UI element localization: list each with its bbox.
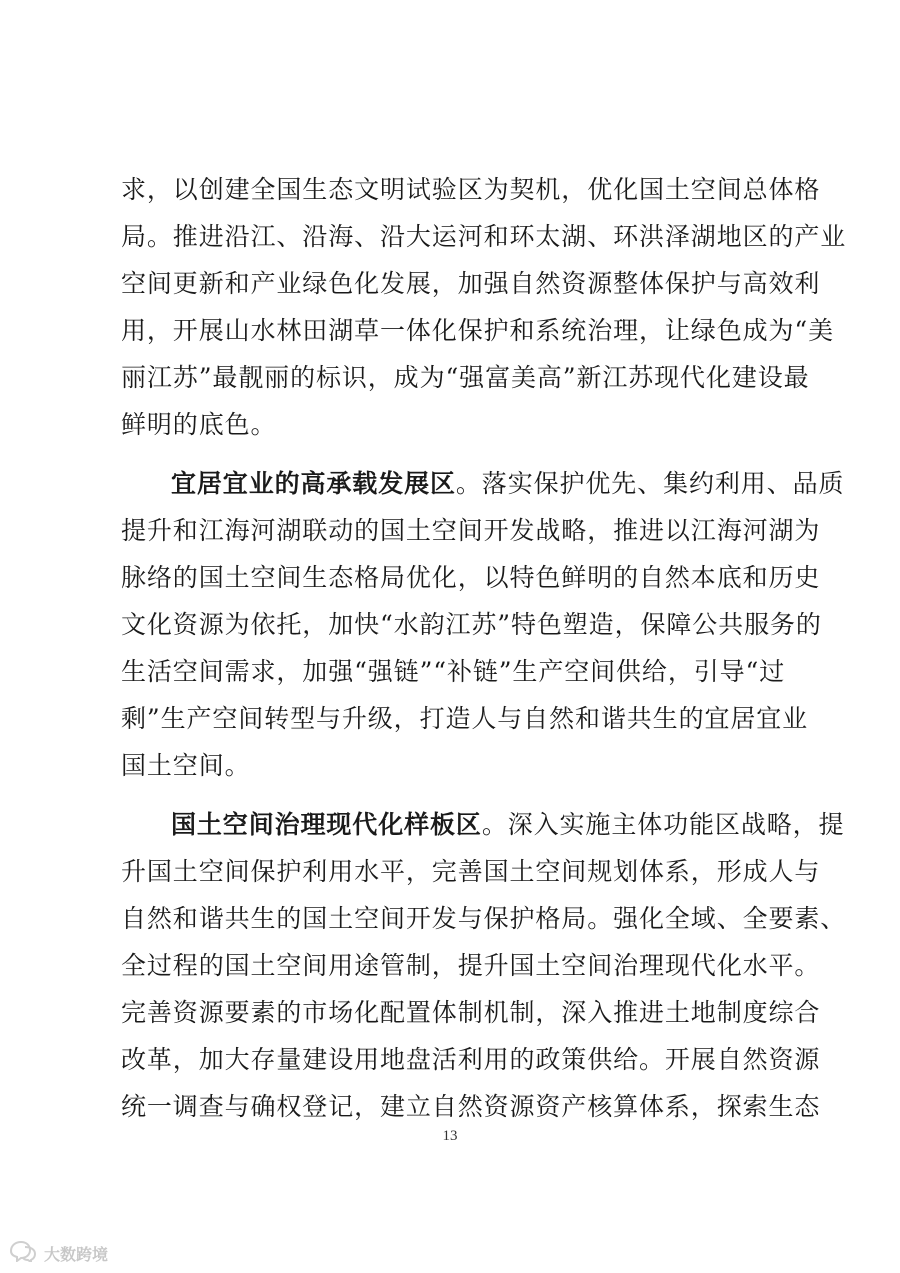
paragraph-2 <box>121 460 845 789</box>
text-line: 文化资源为依托，加快“水韵江苏”特色塑造，保障公共服务的 <box>121 610 822 639</box>
text-line: 局。推进沿江、沿海、沿大运河和环太湖、环洪泽湖地区的产业 <box>121 222 847 251</box>
paragraph-1 <box>121 166 847 448</box>
watermark-text: 大数跨境 <box>44 1244 109 1264</box>
text-line: 完善资源要素的市场化配置体制机制，深入推进土地制度综合 <box>121 998 821 1027</box>
text-run: 。落实保护优先、集约利用、品质 <box>455 469 845 498</box>
text-line: 鲜明的底色。 <box>121 410 277 439</box>
text-line: 脉络的国土空间生态格局优化，以特色鲜明的自然本底和历史 <box>121 563 821 592</box>
body-text <box>121 166 847 1130</box>
text-line: 改革，加大存量建设用地盘活利用的政策供给。开展自然资源 <box>121 1045 821 1074</box>
text-line: 用，开展山水林田湖草一体化保护和系统治理，让绿色成为“美 <box>121 316 834 345</box>
page-number: 13 <box>442 1128 458 1144</box>
watermark <box>8 1238 108 1268</box>
text-line: 丽江苏”最靓丽的标识，成为“强富美高”新江苏现代化建设最 <box>121 363 810 392</box>
paragraph-first-line <box>121 801 845 848</box>
paragraph-heading: 宜居宜业的高承载发展区 <box>171 469 456 498</box>
text-line: 空间更新和产业绿色化发展，加强自然资源整体保护与高效利 <box>121 269 821 298</box>
text-line: 统一调查与确权登记，建立自然资源资产核算体系，探索生态 <box>121 1092 821 1121</box>
paragraph-first-line <box>121 460 845 507</box>
text-line: 生活空间需求，加强“强链”“补链”生产空间供给，引导“过 <box>121 657 786 686</box>
text-line: 求，以创建全国生态文明试验区为契机，优化国土空间总体格 <box>121 175 821 204</box>
text-line: 全过程的国土空间用途管制，提升国土空间治理现代化水平。 <box>121 951 821 980</box>
text-line: 国土空间。 <box>121 751 251 780</box>
text-line: 自然和谐共生的国土空间开发与保护格局。强化全域、全要素、 <box>121 904 847 933</box>
paragraph-heading: 国土空间治理现代化样板区 <box>171 810 482 839</box>
text-run: 。深入实施主体功能区战略，提 <box>481 810 845 839</box>
text-line: 提升和江海河湖联动的国土空间开发战略，推进以江海河湖为 <box>121 516 821 545</box>
paragraph-3 <box>121 801 847 1130</box>
chat-bubbles-logo-icon <box>8 1240 38 1266</box>
text-line: 剩”生产空间转型与升级，打造人与自然和谐共生的宜居宜业 <box>121 704 809 733</box>
text-line: 升国土空间保护利用水平，完善国土空间规划体系，形成人与 <box>121 857 821 886</box>
